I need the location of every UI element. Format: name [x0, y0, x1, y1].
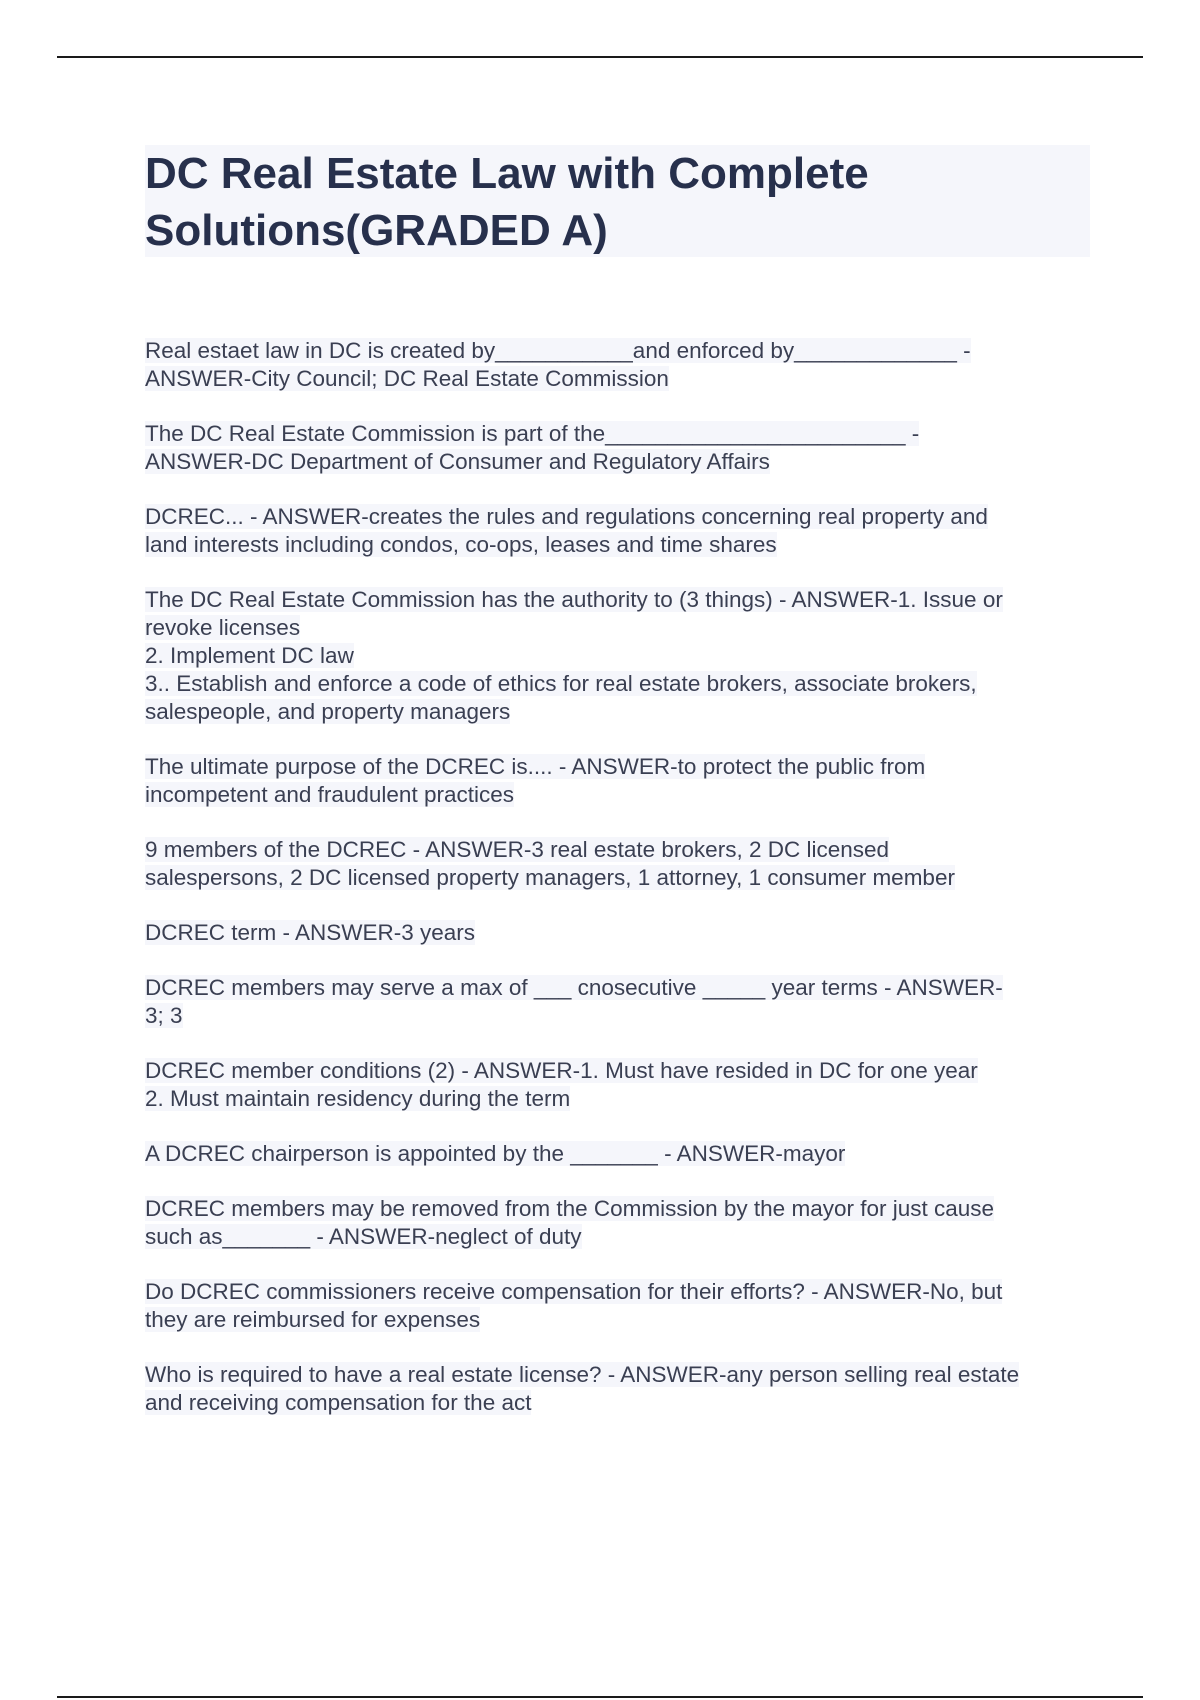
- qa-text: DCREC member conditions (2) - ANSWER-1. Must have resided in DC for one year 2. Must maintain residency during the term: [145, 1058, 978, 1111]
- qa-item: [145, 1278, 1090, 1334]
- title-banner: [145, 145, 1090, 257]
- qa-text: The DC Real Estate Commission is part of the________________________ - ANSWER-DC Department of Consumer and Regulatory Affairs: [145, 421, 920, 474]
- qa-item: [145, 337, 1090, 393]
- qa-item: [145, 503, 1090, 559]
- qa-text: 9 members of the DCREC - ANSWER-3 real estate brokers, 2 DC licensed salespersons, 2 DC licensed property managers, 1 attorney, 1 consumer member: [145, 837, 955, 890]
- qa-text: The ultimate purpose of the DCREC is.... - ANSWER-to protect the public from incompetent and fraudulent practices: [145, 754, 926, 807]
- qa-item: [145, 1195, 1090, 1251]
- qa-item: [145, 974, 1090, 1030]
- qa-item: [145, 1361, 1090, 1417]
- qa-text: DCREC members may be removed from the Commission by the mayor for just cause such as_______ - ANSWER-neglect of duty: [145, 1196, 995, 1249]
- qa-text: Who is required to have a real estate license? - ANSWER-any person selling real estate and receiving compensation for the act: [145, 1362, 1020, 1415]
- qa-item: [145, 586, 1090, 726]
- qa-text: A DCREC chairperson is appointed by the _______ - ANSWER-mayor: [145, 1141, 846, 1166]
- bottom-divider: [57, 1696, 1143, 1698]
- qa-item: [145, 1140, 1090, 1168]
- qa-text: The DC Real Estate Commission has the authority to (3 things) - ANSWER-1. Issue or revoke licenses 2. Implement DC law 3.. Establish and enforce a code of ethics for real estate brokers, associate brokers, salespeople, and property managers: [145, 587, 1003, 724]
- qa-text: Do DCREC commissioners receive compensation for their efforts? - ANSWER-No, but they are reimbursed for expenses: [145, 1279, 1003, 1332]
- qa-item: [145, 836, 1090, 892]
- qa-item: [145, 420, 1090, 476]
- page-title: DC Real Estate Law with Complete Solutions(GRADED A): [145, 149, 869, 255]
- qa-text: Real estaet law in DC is created by___________and enforced by_____________ - ANSWER-City Council; DC Real Estate Commission: [145, 338, 971, 391]
- qa-item: [145, 919, 1090, 947]
- qa-text: DCREC... - ANSWER-creates the rules and regulations concerning real property and land interests including condos, co-ops, leases and time shares: [145, 504, 988, 557]
- qa-item: [145, 1057, 1090, 1113]
- top-divider: [57, 56, 1143, 58]
- qa-text: DCREC members may serve a max of ___ cnosecutive _____ year terms - ANSWER- 3; 3: [145, 975, 1003, 1028]
- qa-text: DCREC term - ANSWER-3 years: [145, 920, 476, 945]
- qa-list: [145, 337, 1090, 1444]
- qa-item: [145, 753, 1090, 809]
